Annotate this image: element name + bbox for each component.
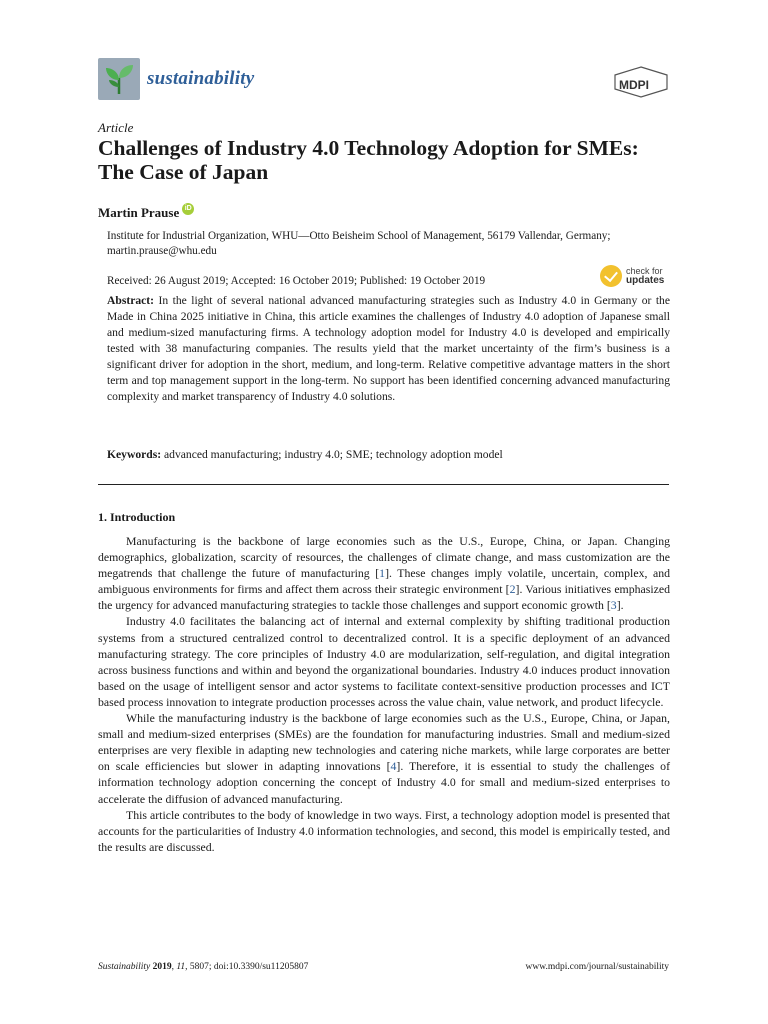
leaf-sprout-icon: [98, 58, 140, 100]
paragraph-2: Industry 4.0 facilitates the balancing act of internal and external complexity by shifting traditional production systems from a structured centralized control to decentralized control. It is a specific deployment of an advanced manufacturing strategy. The core principles of Industry 4.0 are modularization, self-regulation, and digital integration across business functions and within and beyond the organizational boundaries. Industry 4.0 induces product innovation based on the usage of intelligent sensor and actor systems to facilitate context-sensitive production processes and ICT based process innovation to integrate production processes across the value chain, value network, and product lifecycle.: [98, 614, 670, 709]
citation-link[interactable]: 3: [610, 598, 617, 613]
checkmark-icon: [600, 265, 622, 287]
footer-volume: 11: [176, 962, 186, 972]
check-updates-text: [626, 266, 664, 286]
paragraph-1-text-c: ]. Various initiatives emphasized the urgency for advanced manufacturing strategies to tackle those challenges and support economic growth [: [98, 582, 671, 613]
keywords-text: advanced manufacturing; industry 4.0; SME; technology adoption model: [164, 448, 503, 461]
check-updates-line2: updates: [626, 275, 665, 286]
footer-journal: Sustainability: [98, 962, 151, 972]
affiliation-institute: Institute for Industrial Organization, WHU—Otto Beisheim School of Management, 56179 Vallendar, Germany;: [107, 230, 611, 242]
check-updates-line1: check for: [626, 266, 663, 276]
paragraph-3: [98, 710, 670, 807]
paragraph-1-text-d: ].: [616, 598, 624, 613]
paragraph-4: This article contributes to the body of knowledge in two ways. First, a technology adoption model is presented that accounts for the particularities of Industry 4.0 information technologies, and second, this model is empirically tested, and the results are discussed.: [98, 807, 670, 854]
introduction-body: [98, 533, 670, 855]
footer-doi: , 5807; doi:10.3390/su11205807: [185, 962, 309, 972]
citation-link[interactable]: 2: [509, 582, 516, 597]
author-line: [98, 205, 194, 221]
abstract-text: In the light of several national advanced manufacturing strategies such as Industry 4.0 in Germany or the Made in China 2025 initiative in China, this article examines the challenges of Industry 4.0 adoption of Japanese small and medium-sized manufacturing firms. A technology adoption model for Industry 4.0 is developed and empirically tested with 38 manufacturing companies. The results yield that the market uncertainty of the firm’s business is a significant driver for adoption in the short, medium, and long-term. Relative competitive advantage matters in the short term and top management support in the long-term. No support has been identified concerning advanced manufacturing complexity and market transparency of Industry 4.0 solutions.: [107, 294, 670, 403]
footer-year: 2019: [152, 962, 172, 972]
abstract: [107, 293, 670, 405]
author-email[interactable]: martin.prause@whu.edu: [107, 245, 217, 257]
footer-citation: Sustainability 2019, 11, 5807; doi:10.3390/su11205807: [98, 962, 309, 972]
paragraph-3-text-a: While the manufacturing industry is the backbone of large economies such as the U.S., Europe, China, or Japan, small and medium-sized enterprises (SMEs) are the foundation for manufacturing industries. Small and medium-sized enterprises are very flexible in adapting new technologies and catering niche markets, while large corporates are better on scale efficiencies but slower in adapting innovations [: [98, 711, 670, 774]
keywords-label: Keywords:: [107, 448, 162, 461]
paragraph-1-text-a: Manufacturing is the backbone of large economies such as the U.S., Europe, China, or Japan. Changing demographics, globalization, scarcity of resources, the challenges of climate change, and mass customization are the megatrends that challenge the future of manufacturing [: [98, 534, 670, 581]
citation-link[interactable]: 1: [379, 566, 386, 581]
section-divider: [98, 484, 669, 485]
article-type: Article: [98, 120, 134, 135]
paragraph-1: [98, 533, 670, 613]
article-title: Challenges of Industry 4.0 Technology Adoption for SMEs: The Case of Japan: [98, 136, 639, 184]
section-heading-introduction: 1. Introduction: [98, 510, 176, 524]
orcid-icon[interactable]: iD: [182, 203, 194, 215]
journal-name: sustainability: [147, 68, 255, 89]
author-name: Martin Prause: [98, 205, 180, 220]
abstract-label: Abstract:: [107, 294, 155, 307]
paragraph-1-text-b: ]. These changes imply volatile, uncertain, complex, and ambiguous environments for firms and affect them across their strategic environment [: [98, 566, 670, 597]
paragraph-3-text-b: ]. Therefore, it is essential to study the challenges of information technology adoption concerning the concept of Industry 4.0 for small and medium-sized enterprises to accelerate the diffusion of advanced manufacturing.: [98, 759, 670, 806]
check-for-updates-badge[interactable]: [600, 265, 664, 287]
mdpi-logo-text: MDPI: [619, 78, 649, 92]
affiliation: [107, 229, 677, 259]
keywords: [107, 448, 670, 461]
publication-dates: Received: 26 August 2019; Accepted: 16 October 2019; Published: 19 October 2019: [107, 275, 486, 287]
footer-journal-url[interactable]: www.mdpi.com/journal/sustainability: [525, 962, 669, 972]
citation-link[interactable]: 4: [390, 759, 397, 774]
